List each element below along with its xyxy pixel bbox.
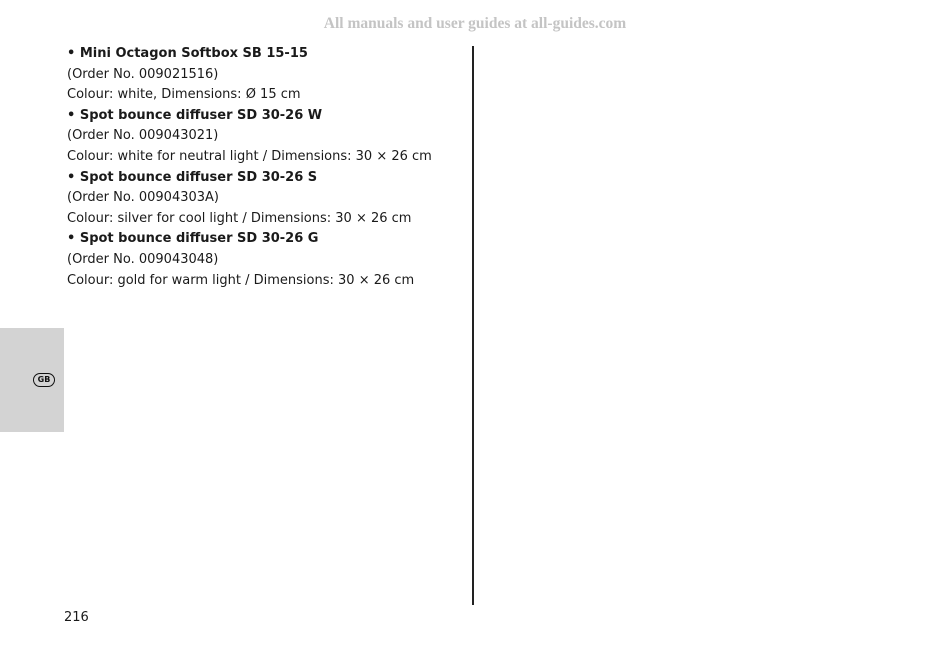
item-name: • Spot bounce diffuser SD 30-26 S (67, 169, 318, 185)
accessory-list (67, 44, 467, 291)
accessory-item (67, 168, 467, 230)
column-divider (472, 46, 474, 605)
item-name: • Spot bounce diffuser SD 30-26 W (67, 107, 323, 123)
watermark-text: All manuals and user guides at all-guides.com (323, 15, 627, 32)
language-badge: GB (33, 373, 55, 387)
item-order-number: (Order No. 009043048) (67, 251, 219, 267)
item-details: Colour: white for neutral light / Dimensions: 30 × 26 cm (67, 148, 432, 164)
page-number: 216 (64, 610, 89, 625)
item-details: Colour: gold for warm light / Dimensions: 30 × 26 cm (67, 272, 415, 288)
item-order-number: (Order No. 009043021) (67, 128, 219, 144)
accessory-item (67, 229, 467, 291)
item-name: • Mini Octagon Softbox SB 15-15 (67, 46, 308, 61)
accessory-item (67, 106, 467, 168)
item-details: Colour: white, Dimensions: Ø 15 cm (67, 87, 301, 103)
item-order-number: (Order No. 009021516) (67, 66, 219, 82)
item-details: Colour: silver for cool light / Dimensions: 30 × 26 cm (67, 210, 412, 226)
accessory-item (67, 44, 467, 106)
item-name: • Spot bounce diffuser SD 30-26 G (67, 231, 319, 247)
item-order-number: (Order No. 00904303A) (67, 190, 219, 206)
